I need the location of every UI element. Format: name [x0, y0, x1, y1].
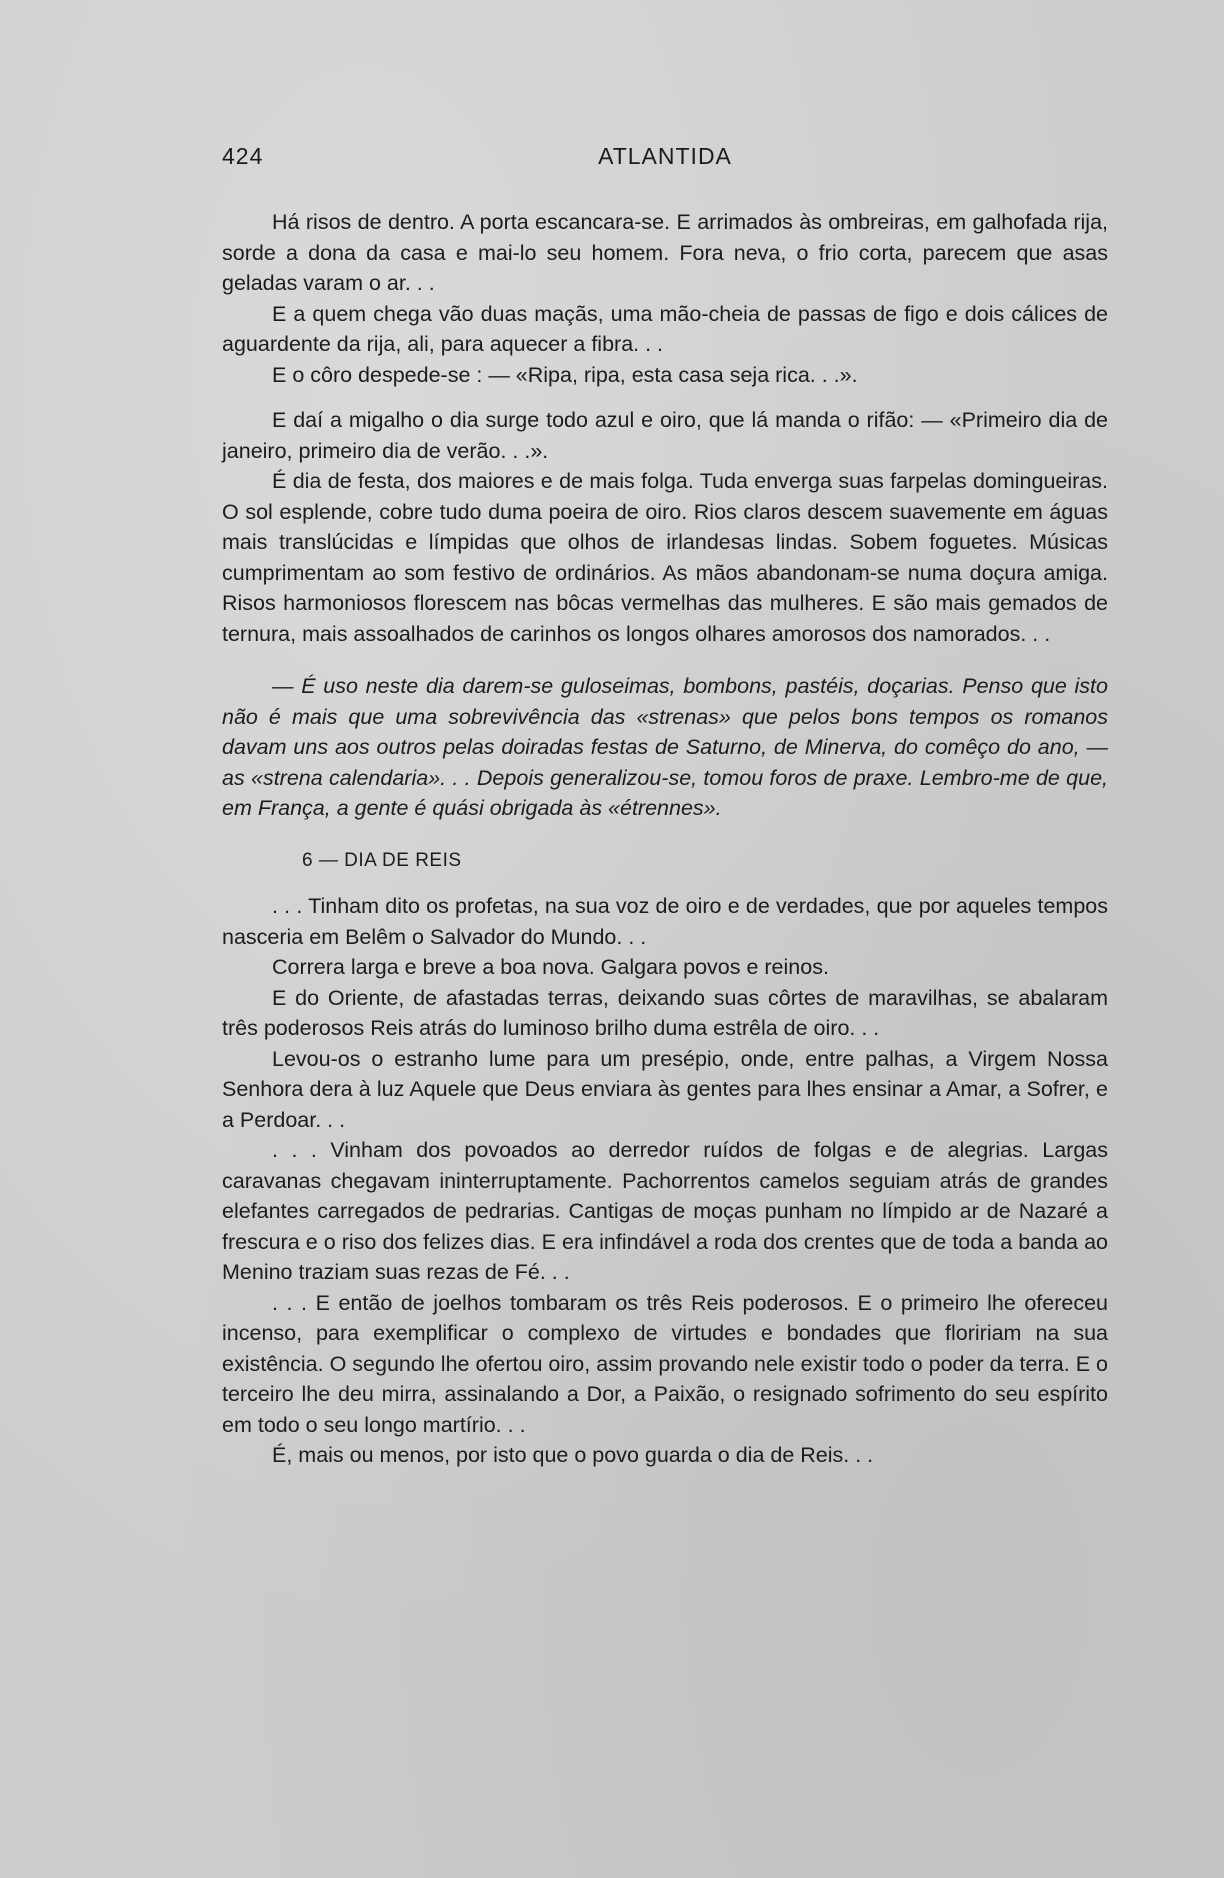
paragraph-gap	[222, 649, 1108, 671]
page-header	[222, 143, 1108, 173]
text-body	[222, 207, 1108, 1471]
paragraph: Correra larga e breve a boa nova. Galgara povos e reinos.	[272, 955, 829, 979]
paragraph-gap	[222, 390, 1108, 405]
running-title: ATLANTIDA	[598, 143, 732, 169]
paragraph: . . . Vinham dos povoados ao derredor ruídos de folgas e de alegrias. Largas caravanas chegavam ininterruptamente. Pachorrentos camelos seguiam atrás de grandes elefantes carregados de pedrarias. Cantigas de moças punham no límpido ar de Nazaré a frescura e o riso dos felizes dias. E era infindável a roda dos crentes que de toda a banda ao Menino traziam suas rezas de Fé. . .	[222, 1138, 1108, 1284]
paragraph: E do Oriente, de afastadas terras, deixando suas côrtes de maravilhas, se abalaram três poderosos Reis atrás do luminoso brilho duma estrêla de oiro. . .	[222, 985, 1108, 1040]
paragraph: E o côro despede-se : — «Ripa, ripa, esta casa seja rica. . .».	[272, 362, 858, 387]
paragraph: É dia de festa, dos maiores e de mais folga. Tuda enverga suas farpelas domingueiras. O sol esplende, cobre tudo duma poeira de oiro. Rios claros descem suavemente em águas mais translúcidas e límpidas que olhos de irlandesas lindas. Sobem foguetes. Músicas cumprimentam ao som festivo de ordinários. As mãos abandonam-se numa doçura amiga. Risos harmoniosos florescem nas bôcas vermelhas das mulheres. E são mais gemados de ternura, mais assoalhados de carinhos os longos olhares amorosos dos namorados. . .	[222, 469, 1108, 646]
paragraph: . . . Tinham dito os profetas, na sua voz de oiro e de verdades, que por aqueles tempos nasceria em Belêm o Salvador do Mundo. . .	[222, 894, 1108, 949]
paragraph: Levou-os o estranho lume para um presépio, onde, entre palhas, a Virgem Nossa Senhora dera à luz Aquele que Deus enviara às gentes para lhes ensinar a Amar, a Sofrer, e a Perdoar. . .	[222, 1046, 1108, 1132]
italic-quote-block	[222, 671, 1108, 824]
paragraph: . . . E então de joelhos tombaram os três Reis poderosos. E o primeiro lhe ofereceu incenso, para exemplificar o complexo de virtudes e bondades que floririam na sua existência. O segundo lhe ofertou oiro, assim provando nele existir todo o poder da terra. E o terceiro lhe deu mirra, assinalando a Dor, a Paixão, o resignado sofrimento do seu espírito em todo o seu longo martírio. . .	[222, 1290, 1108, 1437]
paragraph: É, mais ou menos, por isto que o povo guarda o dia de Reis. . .	[272, 1443, 874, 1467]
paragraph: E a quem chega vão duas maçãs, uma mão-cheia de passas de figo e dois cálices de aguardente da rija, ali, para aquecer a fibra. . .	[222, 301, 1108, 356]
paragraph: Há risos de dentro. A porta escancara-se. E arrimados às ombreiras, em galhofada rija, sorde a dona da casa e mai-lo seu homem. Fora neva, o frio corta, parecem que asas geladas varam o ar. . .	[222, 210, 1108, 295]
paragraph-gap	[222, 824, 1108, 846]
paragraph: E daí a migalho o dia surge todo azul e oiro, que lá manda o rifão: — «Primeiro dia de janeiro, primeiro dia de verão. . .».	[222, 408, 1108, 463]
italic-paragraph: — É uso neste dia darem-se guloseimas, bombons, pastéis, doçarias. Penso que isto não é mais que uma sobrevivência das «strenas» que pelos bons tempos os romanos davam uns aos outros pelas doiradas festas de Saturno, de Minerva, do comêço do ano, — as «strena calendaria». . . Depois generalizou-se, tomou foros de praxe. Lembro-me de que, em França, a gente é quási obrigada às «étrennes».	[222, 674, 1108, 820]
section-heading: 6 — DIA DE REIS	[302, 849, 462, 871]
paragraph-gap	[222, 876, 1108, 891]
page-number: 424	[222, 143, 264, 169]
